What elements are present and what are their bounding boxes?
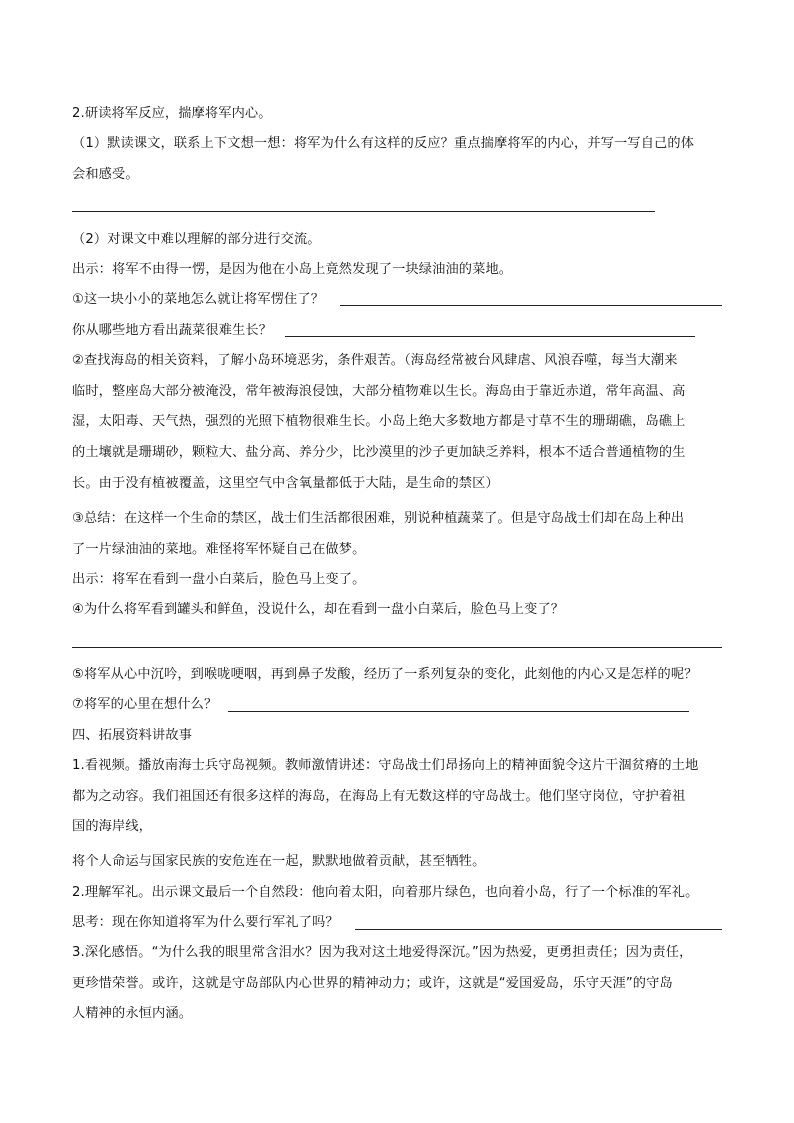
item-2-line-5: 长。由于没有植被覆盖，这里空气中含氧量都低于大陆，是生命的禁区） — [72, 476, 499, 491]
item-1: ①这一块小小的菜地怎么就让将军愣住了？ — [72, 292, 325, 307]
para-3-line-1: 3.深化感悟。“为什么我的眼里常含泪水？因为我对这土地爱得深沉。”因为热爱，更勇担责任；因为责任， — [72, 945, 693, 960]
item-2-line-4: 的土壤就是珊瑚砂，颗粒大、盐分高、养分少，比沙漠里的沙子更加缺乏养料，根本不适合普通植物的生 — [72, 445, 686, 460]
item-4: ④为什么将军看到罐头和鲜鱼，没说什么，却在看到一盘小白菜后，脸色马上变了？ — [72, 602, 565, 617]
para-1-line-2: 都为之动容。我们祖国还有很多这样的海岛，在海岛上有无数这样的守岛战士。他们坚守岗位，守护着祖 — [72, 789, 686, 804]
section-4-heading: 四、拓展资料讲故事 — [72, 728, 193, 743]
question-2: （2）对课文中难以理解的部分进行交流。 — [72, 232, 321, 247]
item-7: ⑦将军的心里在想什么？ — [72, 697, 218, 712]
para-1-line-4: 将个人命运与国家民族的安危连在一起，默默地做着贡献，甚至牺牲。 — [72, 854, 486, 869]
s2-title: 2.研读将军反应，揣摩将军内心。 — [72, 106, 272, 121]
question-1-line-1: （1）默读课文，联系上下文想一想：将军为什么有这样的反应？重点揣摩将军的内心，并写一写自己的体 — [72, 136, 695, 151]
para-2: 2.理解军礼。出示课文最后一个自然段：他向着太阳，向着那片绿色，也向着小岛，行了一个标准的军礼。 — [72, 885, 699, 900]
answer-line-5[interactable] — [228, 711, 689, 712]
item-3-line-2: 了一片绿油油的菜地。难怪将军怀疑自己在做梦。 — [72, 542, 366, 557]
answer-line-1[interactable] — [72, 211, 655, 212]
think-prompt: 思考：现在你知道将军为什么要行军礼了吗？ — [72, 915, 339, 930]
item-2-line-1: ②查找海岛的相关资料，了解小岛环境恶劣，条件艰苦。（海岛经常被台风肆虐、风浪吞噬，每当大潮来 — [72, 353, 678, 368]
item-3-line-1: ③总结：在这样一个生命的禁区，战士们生活都很困难，别说种植蔬菜了。但是守岛战士们却在岛上种出 — [72, 511, 685, 526]
answer-line-3[interactable] — [285, 336, 695, 337]
item-2-line-3: 湿，太阳毒、天气热，强烈的光照下植物很难生长。小岛上绝大多数地方都是寸草不生的珊瑚礁，岛礁上 — [72, 414, 686, 429]
show-text-1: 出示：将军不由得一愣，是因为他在小岛上竟然发现了一块绿油油的菜地。 — [72, 262, 513, 277]
answer-line-2[interactable] — [340, 305, 722, 306]
para-1-line-1: 1.看视频。播放南海士兵守岛视频。教师激情讲述：守岛战士们昂扬向上的精神面貌令这片干涸贫瘠的土地 — [72, 758, 699, 773]
item-2-line-2: 临时，整座岛大部分被淹没，常年被海浪侵蚀，大部分植物难以生长。海岛由于靠近赤道，常年高温、高 — [72, 384, 686, 399]
answer-line-6[interactable] — [355, 929, 722, 930]
para-3-line-3: 人精神的永恒内涵。 — [72, 1006, 193, 1021]
item-5: ⑤将军从心中沉吟，到喉咙哽咽，再到鼻子发酸，经历了一系列复杂的变化，此刻他的内心又是怎样的呢？ — [72, 667, 698, 682]
item-1b: 你从哪些地方看出蔬菜很难生长？ — [72, 323, 273, 338]
answer-line-4[interactable] — [72, 647, 722, 648]
para-3-line-2: 更珍惜荣誉。或许，这就是守岛部队内心世界的精神动力；或许，这就是“爱国爱岛，乐守天涯”的守岛 — [72, 976, 673, 991]
question-1-line-2: 会和感受。 — [72, 167, 139, 182]
para-1-line-3: 国的海岸线， — [72, 819, 153, 834]
show-text-2: 出示：将军在看到一盘小白菜后，脸色马上变了。 — [72, 572, 366, 587]
